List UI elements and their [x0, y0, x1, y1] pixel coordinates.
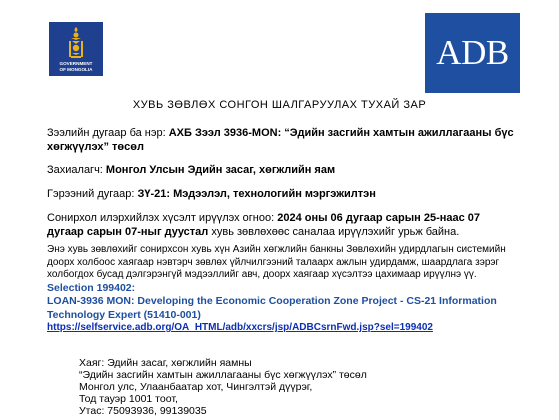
- deadline-pre: Сонирхол илэрхийлэх хүсэлт ирүүлэх огноо:: [47, 212, 275, 224]
- government-of-mongolia-logo: [49, 22, 103, 76]
- selfservice-link[interactable]: https://selfservice.adb.org/OA_HTML/adb/xxcrs/jsp/ADBCsrnFwd.jsp?sel=199402: [47, 322, 433, 333]
- selection-number: Selection 199402:: [47, 281, 136, 294]
- notice-title: ХУВЬ ЗӨВЛӨХ СОНГОН ШАЛГАРУУЛАХ ТУХАЙ ЗАР: [132, 99, 427, 111]
- address-line-5: Утас: 75093936, 99139035: [79, 405, 207, 417]
- loan-paragraph: [47, 126, 517, 154]
- deadline-dates: 2024 оны 06 дугаар сарын 25-наас 07 дугаар сарын 07-ныг дуустал: [47, 212, 481, 238]
- contract-value: ЗҮ-21: Мэдээлэл, технологийн мэргэжилтэн: [137, 188, 376, 200]
- deadline-paragraph: [47, 211, 517, 239]
- adb-logo: ADB: [425, 13, 520, 93]
- address-line-2: “Эдийн засгийн хамтын ажиллагааны бүс хөгжүүлэх” төсөл: [79, 369, 367, 381]
- body-text: Энэ хувь зөвлөхийг сонирхсон хувь хүн Азийн хөгжлийн банкны Зөвлөхийн удирдлагын системийн доорх холбоос хаягаар нэвтэрч зөвлөх үйлчилгээний талаарх ажлын удирдамж, шаардлага зэрэг холбогдох бусад дэлгэрэнгүй мэдээллийг авч, доорх хаягаар хүсэлтээ цахимаар ирүүлнэ үү.: [47, 244, 506, 280]
- client-paragraph: [47, 163, 517, 177]
- address-line-1: Хаяг: Эдийн засаг, хөгжлийн яамны: [79, 357, 252, 369]
- client-value: Монгол Улсын Эдийн засаг, хөгжлийн яам: [105, 164, 336, 176]
- address-line-3: Монгол улс, Улаанбаатар хот, Чингэлтэй дүүрэг,: [79, 381, 313, 393]
- loan-value: АХБ Зээл 3936-MON: “Эдийн засгийн хамтын ажиллагааны бүс хөгжүүлэх” төсөл: [47, 127, 514, 153]
- loan-label: Зээлийн дугаар ба нэр:: [47, 127, 166, 139]
- deadline-post: хувь зөвлөхөөс саналаа ирүүлэхийг урьж байна.: [211, 226, 460, 238]
- contract-label: Гэрээний дугаар:: [47, 188, 135, 200]
- gov-logo-line1: GOVERNMENT: [59, 61, 93, 66]
- loan-title: LOAN-3936 MON: Developing the Economic Cooperation Zone Project - CS-21 Information Technology Expert (51410-001): [47, 295, 497, 321]
- gov-logo-line2: OF MONGOLIA: [59, 66, 93, 72]
- body-paragraph: [47, 244, 517, 335]
- soyombo-emblem-icon: [66, 26, 86, 60]
- client-label: Захиалагч:: [47, 164, 103, 176]
- contract-paragraph: [47, 187, 517, 201]
- address-line-4: Тод тауэр 1001 тоот,: [79, 393, 178, 405]
